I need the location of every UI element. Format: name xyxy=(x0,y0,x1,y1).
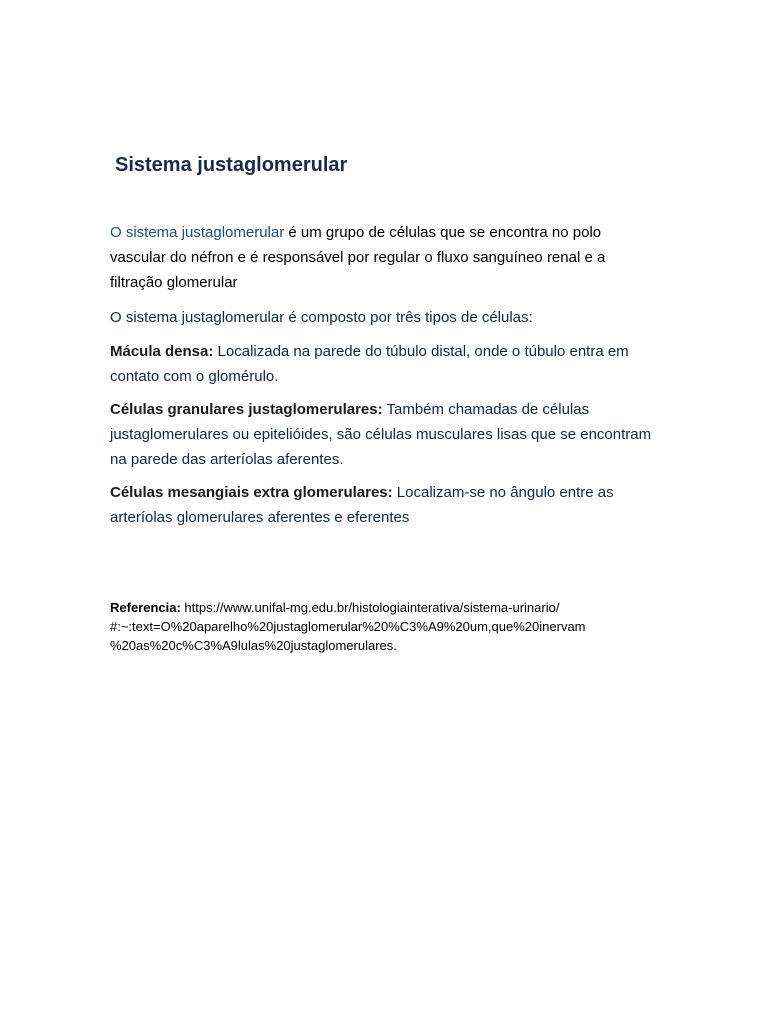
mesangiais-label: Células mesangiais extra glomerulares: xyxy=(110,484,393,501)
composition-paragraph: O sistema justaglomerular é composto por três tipos de células: xyxy=(110,309,533,326)
reference-url-line3[interactable]: %20as%20c%C3%A9lulas%20justaglomerulares. xyxy=(110,638,397,653)
reference-block xyxy=(110,598,670,655)
intro-paragraph xyxy=(110,220,670,295)
intro-rest-line1: é um grupo de células que se encontra no polo xyxy=(284,224,602,241)
intro-lead: O sistema justaglomerular xyxy=(110,224,285,241)
granulares-text: Também chamadas de células justaglomerulares ou epitelióides, são células musculares lisas que se encontram na parede das arteríolas aferentes. xyxy=(110,401,652,468)
reference-url-line1[interactable]: https://www.unifal-mg.edu.br/histologiainterativa/sistema-urinario/ xyxy=(180,600,560,615)
intro-rest-line2: vascular do néfron e é responsável por regular o fluxo sanguíneo renal e a xyxy=(110,249,606,266)
granulares-label: Células granulares justaglomerulares: xyxy=(110,401,383,418)
reference-label: Referencia: xyxy=(110,600,181,615)
macula-text: Localizada na parede do túbulo distal, onde o túbulo entra em contato com o glomérulo. xyxy=(110,343,629,385)
reference-url-line2[interactable]: #:~:text=O%20aparelho%20justaglomerular%20%C3%A9%20um,que%20inervam xyxy=(110,619,586,634)
page-title: Sistema justaglomerular xyxy=(115,154,348,176)
intro-rest-line3: filtração glomerular xyxy=(110,274,238,291)
macula-paragraph xyxy=(110,339,670,389)
mesangiais-text: Localizam-se no ângulo entre as arteríolas glomerulares aferentes e eferentes xyxy=(110,484,614,526)
mesangiais-paragraph xyxy=(110,480,670,530)
granulares-paragraph xyxy=(110,397,670,472)
macula-label: Mácula densa: xyxy=(110,343,214,360)
